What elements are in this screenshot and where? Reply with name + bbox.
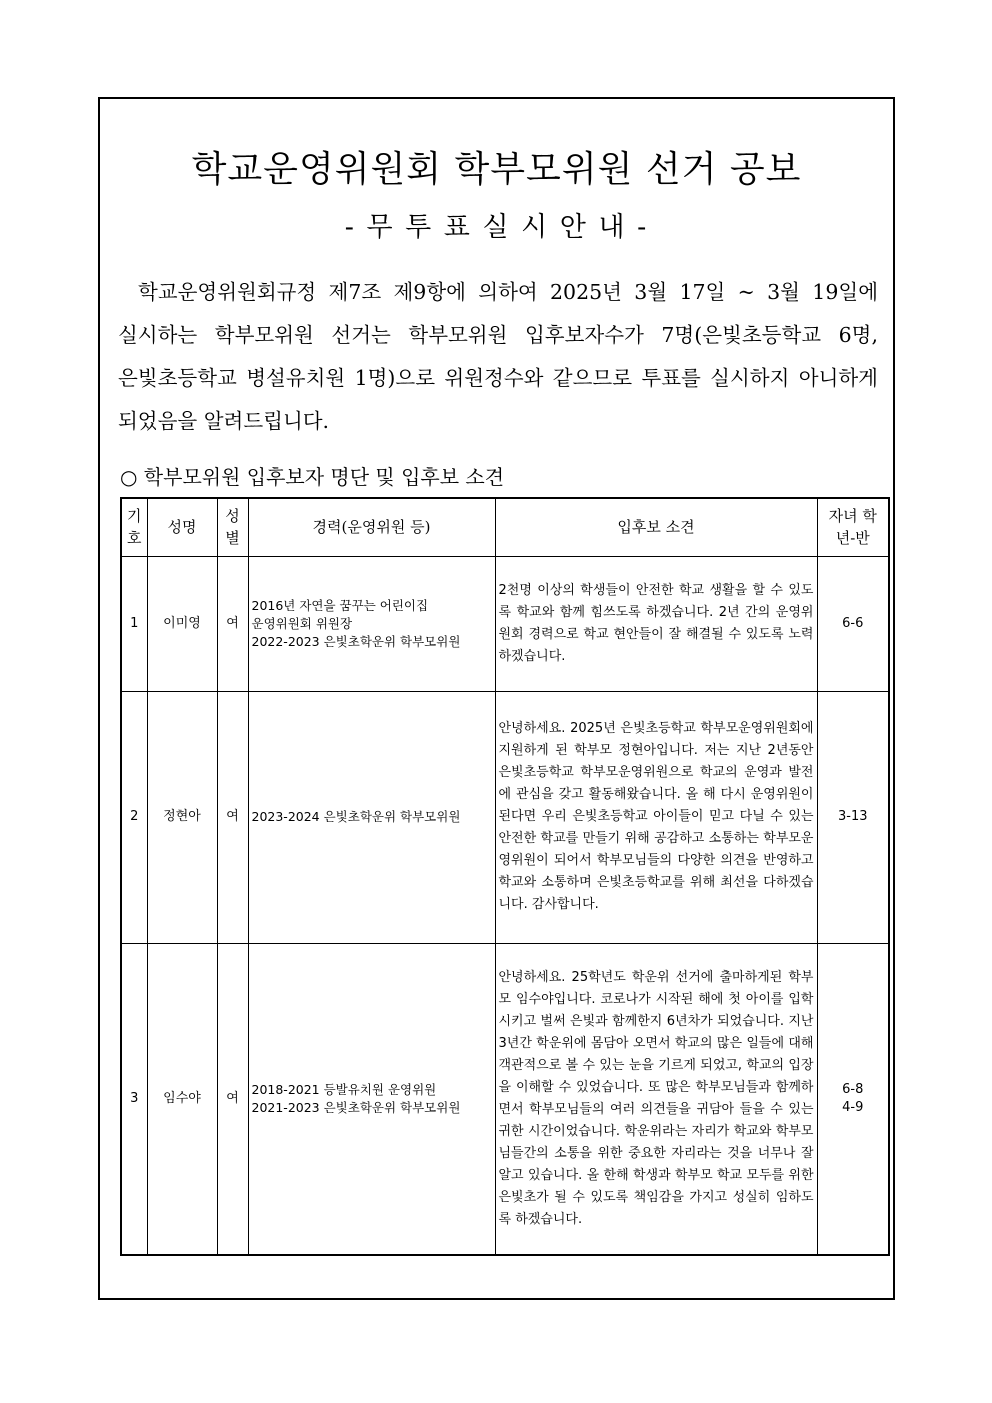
cell-gender: 여 (217, 556, 248, 691)
cell-no: 3 (121, 943, 147, 1255)
cell-name: 정현아 (147, 691, 217, 943)
cell-pledge: 안녕하세요. 25학년도 학운위 선거에 출마하게된 학부모 임수야입니다. 코로나가 시작된 해에 첫 아이를 입학시키고 벌써 은빛과 함께한지 6년차가 되었습니다. 지난 3년간 학운위에 몸담아 오면서 학교의 많은 일들에 대해 객관적으로 볼 수 있는 눈을 기르게 되었고, 학교의 입장을 이해할 수 있었습니다. 또 많은 학부모님들과 함께하면서 학부모님들의 여러 의견들을 귀담아 들을 수 있는 귀한 시간이었습니다. 학운위라는 자리가 학교와 학부모님들간의 소통을 위한 중요한 자리라는 것을 너무나 잘 알고 있습니다. 올 한해 학생과 학부모 학교 모두를 위한 은빛초가 될 수 있도록 책임감을 가지고 성실히 임하도록 하겠습니다. (495, 943, 817, 1255)
cell-name: 이미영 (147, 556, 217, 691)
cell-grade: 6-6 (817, 556, 889, 691)
intro-paragraph: 학교운영위원회규정 제7조 제9항에 의하여 2025년 3월 17일 ~ 3월 19일에 실시하는 학부모위원 선거는 학부모위원 입후보자수가 7명(은빛초등학교 6명, 은빛초등학교 병설유치원 1명)으로 위원정수와 같으므로 투표를 실시하지 아니하게 되었음을 알려드립니다. (118, 280, 878, 433)
candidate-table (120, 497, 890, 1256)
header-gender: 성별 (217, 498, 248, 556)
cell-pledge: 2천명 이상의 학생들이 안전한 학교 생활을 할 수 있도록 학교와 함께 힘쓰도록 하겠습니다. 2년 간의 운영위원회 경력으로 학교 현안들이 잘 해결될 수 있도록 노력하겠습니다. (495, 556, 817, 691)
section-heading: ○ 학부모위원 입후보자 명단 및 입후보 소견 (120, 465, 505, 489)
table-row (121, 691, 889, 943)
header-name: 성명 (147, 498, 217, 556)
header-career: 경력(운영위원 등) (248, 498, 495, 556)
cell-career: 2023-2024 은빛초학운위 학부모위원 (248, 691, 495, 943)
table-row (121, 556, 889, 691)
cell-career: 2018-2021 등발유치원 운영위원 2021-2023 은빛초학운위 학부모위원 (248, 943, 495, 1255)
table-row (121, 943, 889, 1255)
header-grade: 자녀 학년-반 (817, 498, 889, 556)
header-pledge: 입후보 소견 (495, 498, 817, 556)
notice-frame (98, 97, 895, 1300)
cell-gender: 여 (217, 691, 248, 943)
cell-no: 1 (121, 556, 147, 691)
cell-no: 2 (121, 691, 147, 943)
cell-grade: 6-8 4-9 (817, 943, 889, 1255)
cell-name: 임수야 (147, 943, 217, 1255)
notice-subtitle: - 무 투 표 실 시 안 내 - (344, 212, 649, 243)
cell-career: 2016년 자연을 꿈꾸는 어린이집 운영위원회 위원장 2022-2023 은빛초학운위 학부모위원 (248, 556, 495, 691)
table-header-row (121, 498, 889, 556)
cell-grade: 3-13 (817, 691, 889, 943)
header-no: 기호 (121, 498, 147, 556)
cell-pledge: 안녕하세요. 2025년 은빛초등학교 학부모운영위원회에 지원하게 된 학부모 정현아입니다. 저는 지난 2년동안 은빛초등학교 학부모운영위원으로 학교의 운영과 발전에 관심을 갖고 활동해왔습니다. 올 해 다시 운영위원이 된다면 우리 은빛초등학교 아이들이 믿고 다닐 수 있는 안전한 학교를 만들기 위해 공감하고 소통하는 학부모운영위원이 되어서 학부모님들의 다양한 의견을 반영하고 학교와 소통하며 은빛초등학교를 위해 최선을 다하겠습니다. 감사합니다. (495, 691, 817, 943)
notice-title: 학교운영위원회 학부모위원 선거 공보 (191, 149, 802, 190)
cell-gender: 여 (217, 943, 248, 1255)
